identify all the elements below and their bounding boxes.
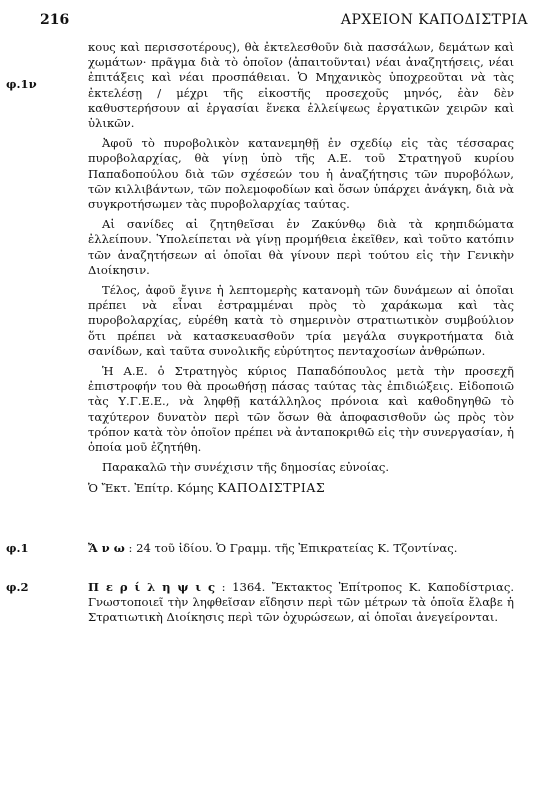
- margin-ref-folio-2: φ.2: [6, 580, 29, 594]
- entry-ano-text: : 24 τοῦ ἰδίου. Ὁ Γραμμ. τῆς Ἐπικρατείας Κ. Τζοντίνας.: [128, 541, 458, 555]
- entry-summary-label: Π ε ρ ί λ η ψ ι ς: [88, 580, 216, 594]
- entry-summary-text: : 1364. Ἔκτακτος Ἐπίτροπος Κ. Καποδίστριας. Γνωστοποιεῖ τὴν ληφθεῖσαν εἴδησιν περὶ τῶν μέτρων τὰ ὁποῖα ἔλαβε ἡ Στρατιωτικὴ Διοίκησις περὶ τῶν ὀχυρώσεων, αἱ ὁποῖαι ἀνεγείρονται.: [88, 580, 514, 625]
- paragraph-2: Ἀφοῦ τὸ πυροβολικὸν κατανεμηθῇ ἐν σχεδίῳ εἰς τὰς τέσσαρας πυροβολαρχίας, θὰ γίνῃ ὑπὸ τῆς Α.Ε. τοῦ Στρατηγοῦ κυρίου Παπαδοπούλου διὰ τῶν σχέσεών του ἡ ἀναζήτησις τῶν πυροβόλων, τῶν κιλλιβάντων, τῶν πολεμοφοδίων καὶ ὅσων ὑπάρχει ἀνάγκη, διὰ νὰ συγκροτήσωμεν τὰς πυροβολαρχίας ταύτας.: [88, 136, 514, 212]
- entry-ano-label: Ἄ ν ω: [88, 541, 125, 555]
- paragraph-4: Τέλος, ἀφοῦ ἔγινε ἡ λεπτομερὴς κατανομὴ τῶν δυνάμεων αἱ ὁποῖαι πρέπει νὰ εἶναι ἐστραμμέναι πρὸς τὸ χαράκωμα καὶ τὰς πυροβολαρχίας, εὑρέθη κατὰ τὸ σημερινὸν στρατιωτικὸν συμβούλιον ὅτι πρέπει νὰ κατασκευασθοῦν τρία μεγάλα συγκροτήματα διὰ σανίδων, καὶ ταῦτα συνολικῆς εὐρύτητος πενταχοσίων ἀνθρώπων.: [88, 283, 514, 358]
- entry-summary: [88, 580, 514, 626]
- margin-ref-folio-1: φ.1: [6, 541, 29, 555]
- entry-ano: [88, 541, 514, 556]
- paragraph-3: Αἱ σανίδες αἱ ζητηθεῖσαι ἐν Ζακύνθῳ διὰ τὰ κρηπιδώματα ἐλλείπουν. Ὑπολείπεται νὰ γίνῃ προμήθεια ἐκεῖθεν, καὶ τοῦτο κατόπιν τῶν ἀναζητήσεων αἱ ὁποῖαι θὰ γίνουν περὶ τούτου εἰς τὴν Γενικὴν Διοίκησιν.: [88, 217, 514, 277]
- paragraph-1: κους καὶ περισσοτέρους), θὰ ἐκτελεσθοῦν διὰ πασσάλων, δεμάτων καὶ χωμάτων· πρᾶγμα διὰ τὸ ὁποῖον ⟨ἀπαιτοῦνται⟩ νέαι ἀναζητήσεις, νέαι ἐπιτάξεις καὶ νέαι προσπάθειαι. Ὁ Μηχανικὸς ὑποχρεοῦται νὰ τὰς ἐκτελέσῃ / μέχρι τῆς εἰκοστῆς προσεχοῦς μηνός, ἐὰν δὲν καθυστερήσουν αἱ ἐργασίαι ἕνεκα ἐλλείψεως ἐργατικῶν χειρῶν καὶ ὑλικῶν.: [88, 40, 514, 131]
- margin-ref-folio-1v: φ.1ν: [6, 77, 37, 91]
- running-title: ΑΡΧΕΙΟΝ ΚΑΠΟΔΙΣΤΡΙΑ: [340, 12, 528, 28]
- page-number: 216: [40, 12, 70, 28]
- document-body: [88, 40, 514, 502]
- signature-title: Ὁ Ἔκτ. Ἐπίτρ. Κόμης: [88, 481, 214, 496]
- paragraph-6: Παρακαλῶ τὴν συνέχισιν τῆς δημοσίας εὐνοίας.: [102, 460, 390, 475]
- signature-name: ΚΑΠΟΔΙΣΤΡΙΑΣ: [217, 480, 326, 496]
- signature: [88, 480, 514, 496]
- paragraph-5: Ἡ Α.Ε. ὁ Στρατηγὸς κύριος Παπαδόπουλος μετὰ τὴν προσεχῆ ἐπιστροφήν του θὰ προωθήσῃ πάσας ταύτας τὰς ἐπιδιώξεις. Εἰδοποιῶ τὰς Υ.Γ.Ε.Ε., νὰ ληφθῇ κατάλληλος πρόνοια καὶ καθοδηγηθῶ τὸ ταχύτερον δυνατὸν περὶ τῶν ὅσων θὰ ἀποφασισθοῦν ὡς πρὸς τὸν τρόπον κατὰ τὸν ὁποῖον πρέπει νὰ ἀνταποκριθῶ εἰς τὴν συνεργασίαν, ἡ ὁποία μοῦ ἐζητήθη.: [88, 364, 514, 455]
- page-header: [0, 12, 550, 32]
